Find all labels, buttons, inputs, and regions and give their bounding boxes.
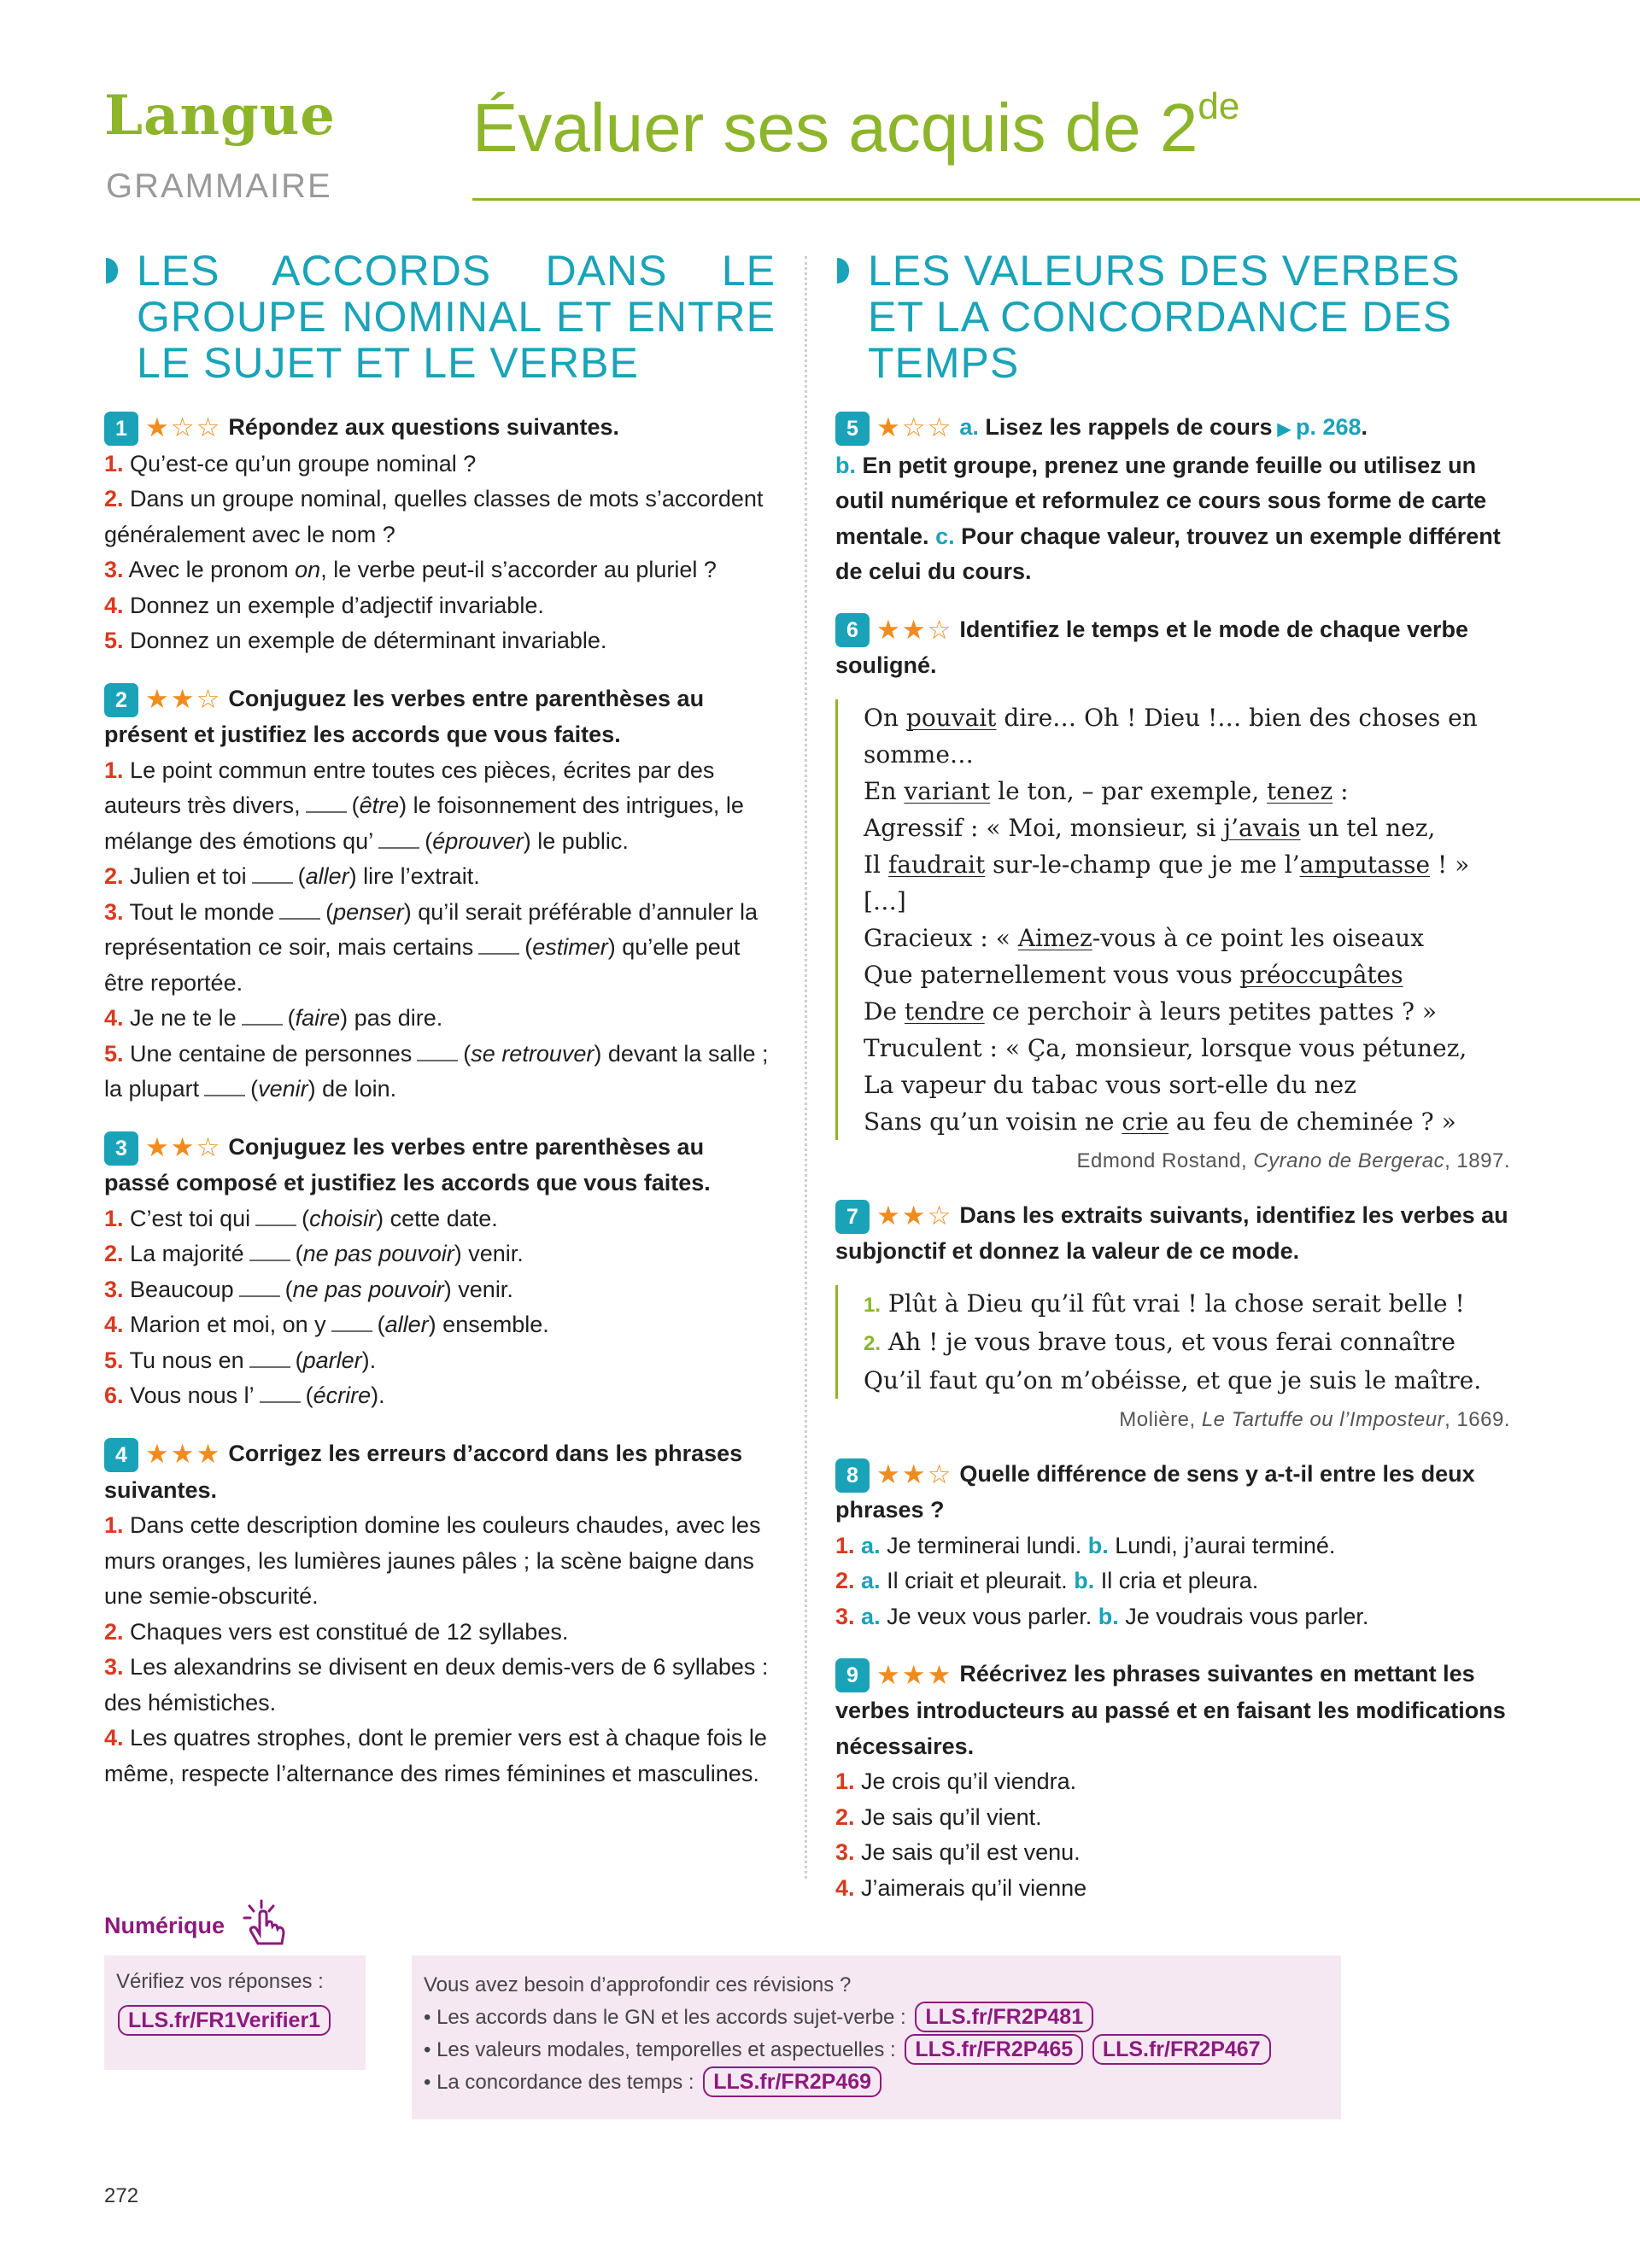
resource-link[interactable]: LLS.fr/FR2P469 xyxy=(703,2066,882,2097)
difficulty-stars-icon: ★☆☆ xyxy=(876,412,953,444)
right-column xyxy=(835,248,1510,1928)
exercise-number: 8 xyxy=(835,1458,870,1493)
answer-blank xyxy=(239,1277,280,1297)
list-item: 2. Dans un groupe nominal, quelles classes de mots s’accordent généralement avec le nom ? xyxy=(104,486,764,547)
answer-blank xyxy=(249,1241,290,1261)
difficulty-stars-icon: ★★☆ xyxy=(876,1200,953,1231)
list-item: 5. Une centaine de personnes (se retrouver) devant la salle ; la plupart (venir) de loin. xyxy=(104,1040,769,1102)
section-heading-valeurs: LES VALEURS DES VERBES ET LA CONCORDANCE DES TEMPS xyxy=(835,248,1510,386)
left-column xyxy=(104,248,776,1814)
answer-blank xyxy=(478,934,519,955)
answer-blank xyxy=(279,899,320,920)
resource-link[interactable]: LLS.fr/FR2P481 xyxy=(915,2002,1093,2032)
section-title: Langue xyxy=(104,84,336,148)
pointing-hand-icon xyxy=(239,1897,294,1952)
list-item: 4. J’aimerais qu’il vienne xyxy=(835,1874,1087,1901)
page-title: Évaluer ses acquis de 2de xyxy=(472,85,1240,166)
section-marker-icon xyxy=(837,258,849,284)
exercise-instruction: Dans les extraits suivants, identifiez les verbes au subjonctif et donnez la valeur de ce mode. xyxy=(835,1201,1508,1265)
exercise-instruction: Conjuguez les verbes entre parenthèses au passé composé et justifiez les accords que vous faites. xyxy=(104,1133,711,1196)
poem-excerpt: 1. Plût à Dieu qu’il fût vrai ! la chose serait belle ! 2. Ah ! je vous brave tous, et vous ferai connaître Qu’il faut qu’on m’obéisse, et que je suis le maître. xyxy=(835,1285,1510,1399)
exercise-number: 1 xyxy=(104,412,138,446)
exercise-number: 3 xyxy=(104,1131,138,1166)
list-item: 5. Donnez un exemple de déterminant invariable. xyxy=(104,628,607,654)
list-item: 3. Avec le pronom on, le verbe peut-il s’accorder au pluriel ? xyxy=(104,557,717,583)
difficulty-stars-icon: ★☆☆ xyxy=(145,412,222,444)
column-divider xyxy=(805,256,807,1879)
list-item: 3. Les alexandrins se divisent en deux demis-vers de 6 syllabes : des hémistiches. xyxy=(104,1654,769,1716)
list-item: 2. La majorité (ne pas pouvoir) venir. xyxy=(104,1241,524,1267)
difficulty-stars-icon: ★★☆ xyxy=(145,683,222,715)
poem-excerpt: On pouvait dire… Oh ! Dieu !… bien des choses en somme… En variant le ton, – par exemple, tenez : Agressif : « Moi, monsieur, si j’avais un tel nez, Il faudrait sur-le-champ que je me l’amputasse ! » […] Gracieux : « Aimez-vous à ce point les oiseaux Que paternellement vous vous préoccupâtes De tendre ce perchoir à leurs petites pattes ? » Truculent : « Ça, monsieur, lorsque vous pétunez, La vapeur du tabac vous sort-elle du nez Sans qu’un voisin ne crie au feu de cheminée ? » xyxy=(835,699,1510,1140)
exercise-8 xyxy=(835,1457,1510,1635)
resource-link[interactable]: LLS.fr/FR2P465 xyxy=(905,2034,1083,2065)
list-item: 1. Qu’est-ce qu’un groupe nominal ? xyxy=(104,450,477,476)
difficulty-stars-icon: ★★☆ xyxy=(876,614,953,646)
exercise-4 xyxy=(104,1436,776,1792)
source-citation: Edmond Rostand, Cyrano de Bergerac, 1897. xyxy=(1076,1149,1510,1172)
exercise-instruction: Conjuguez les verbes entre parenthèses au présent et justifiez les accords que vous faites. xyxy=(104,685,705,748)
exercise-1 xyxy=(104,410,776,659)
exercise-6 xyxy=(835,612,1510,1176)
difficulty-stars-icon: ★★★ xyxy=(145,1439,222,1470)
exercise-instruction: Corrigez les erreurs d’accord dans les phrases suivantes. xyxy=(104,1440,743,1503)
exercise-number: 5 xyxy=(835,412,870,446)
list-item: 4. Les quatres strophes, dont le premier vers est à chaque fois le même, respecte l’alternance des rimes féminines et masculines. xyxy=(104,1725,767,1786)
exercise-number: 6 xyxy=(835,613,870,647)
list-item: 6. Vous nous l’ (écrire). xyxy=(104,1382,385,1409)
header-rule xyxy=(472,198,1640,201)
list-item: 2. Je sais qu’il vient. xyxy=(835,1803,1042,1830)
list-item: 5. Tu nous en (parler). xyxy=(104,1347,377,1373)
exercise-3 xyxy=(104,1130,776,1414)
exercise-number: 7 xyxy=(835,1200,870,1234)
list-item: 2. Chaques vers est constitué de 12 syllabes. xyxy=(104,1618,569,1645)
exercise-number: 4 xyxy=(104,1438,138,1472)
source-citation: Molière, Le Tartuffe ou l’Imposteur, 1669. xyxy=(1119,1407,1510,1431)
exercise-instruction: Répondez aux questions suivantes. xyxy=(228,414,619,440)
list-item: 1. Dans cette description domine les couleurs chaudes, avec les murs oranges, les lumières jaunes pâles ; la scène baigne dans une semie-obscurité. xyxy=(104,1512,761,1609)
page-number: 272 xyxy=(104,2184,139,2207)
answer-blank xyxy=(204,1076,245,1096)
list-item: 3. Je sais qu’il est venu. xyxy=(835,1839,1081,1865)
answer-blank xyxy=(242,1005,283,1026)
exercise-number: 9 xyxy=(835,1658,870,1692)
resource-link[interactable]: LLS.fr/FR2P467 xyxy=(1092,2034,1271,2065)
list-item: 2. Julien et toi (aller) lire l’extrait. xyxy=(104,863,480,890)
exercise-7 xyxy=(835,1198,1510,1435)
list-item: 1. a. Je terminerai lundi. b. Lundi, j’aurai terminé. xyxy=(835,1532,1336,1558)
section-marker-icon xyxy=(106,258,118,284)
exercise-2 xyxy=(104,681,776,1108)
list-item: 4. Donnez un exemple d’adjectif invariable. xyxy=(104,592,544,618)
list-item: 3. Beaucoup (ne pas pouvoir) venir. xyxy=(104,1276,513,1302)
list-item: 1. C’est toi qui (choisir) cette date. xyxy=(104,1205,498,1231)
answer-blank xyxy=(249,1347,290,1368)
answer-blank xyxy=(306,792,347,813)
numerique-label: Numérique xyxy=(104,1913,226,1938)
list-item: 1. Je crois qu’il viendra. xyxy=(835,1768,1077,1794)
list-item: 3. a. Je veux vous parler. b. Je voudrais vous parler. xyxy=(835,1603,1369,1629)
verify-link[interactable]: LLS.fr/FR1Verifier1 xyxy=(118,2005,331,2036)
exercise-instruction: Réécrivez les phrases suivantes en mettant les verbes introducteurs au passé et en faisant les modifications nécessaires. xyxy=(835,1661,1506,1759)
answer-blank xyxy=(260,1382,301,1403)
answer-blank xyxy=(378,828,419,849)
resources-box: Vous avez besoin d’approfondir ces révisions ? • Les accords dans le GN et les accords sujet-verbe : LLS.fr/FR2P481 • Les valeurs modales, temporelles et aspectuelles : LLS.fr/FR2P465 LLS.fr/FR2P467 • La concordance des temps : LLS.fr/FR2P469 xyxy=(412,1955,1341,2119)
exercise-9 xyxy=(835,1657,1510,1906)
list-item: 4. Marion et moi, on y (aller) ensemble. xyxy=(104,1312,549,1338)
difficulty-stars-icon: ★★☆ xyxy=(876,1458,953,1490)
list-item: 2. a. Il criait et pleurait. b. Il cria et pleura. xyxy=(835,1568,1259,1594)
list-item: 1. Le point commun entre toutes ces pièces, écrites par des auteurs très divers, (être) le foisonnement des intrigues, le mélange des émotions qu’ (éprouver) le public. xyxy=(104,757,744,854)
arrow-right-icon: ▶ xyxy=(1277,420,1291,439)
answer-blank xyxy=(252,863,293,884)
page-reference-link[interactable]: p. 268 xyxy=(1295,414,1362,440)
exercise-number: 2 xyxy=(104,683,138,717)
exercise-instruction: Identifiez le temps et le mode de chaque verbe souligné. xyxy=(835,616,1469,679)
list-item: 3. Tout le monde (penser) qu’il serait préférable d’annuler la représentation ce soir, mais certains (estimer) qu’elle peut être reportée. xyxy=(104,898,758,996)
list-item: 4. Je ne te le (faire) pas dire. xyxy=(104,1005,443,1032)
section-heading-accords: LES ACCORDS DANS LE GROUPE NOMINAL ET ENTRE LE SUJET ET LE VERBE xyxy=(104,248,776,386)
difficulty-stars-icon: ★★☆ xyxy=(145,1131,222,1163)
difficulty-stars-icon: ★★★ xyxy=(876,1659,953,1691)
answer-blank xyxy=(417,1041,458,1061)
answer-blank xyxy=(255,1206,296,1226)
verify-box: Vérifiez vos réponses : LLS.fr/FR1Verifier1 xyxy=(104,1955,366,2070)
exercise-5: 5 ★☆☆ a. Lisez les rappels de cours ▶ p. 268. b. En petit groupe, prenez une grande feuille ou utilisez un outil numérique et reformulez ce cours sous forme de carte mentale. c. Pour chaque valeur, trouvez un exemple différent de celui du cours. xyxy=(835,412,1501,584)
exercise-instruction: Quelle différence de sens y a-t-il entre les deux phrases ? xyxy=(835,1460,1475,1523)
section-subtitle: GRAMMAIRE xyxy=(106,167,332,205)
answer-blank xyxy=(331,1312,372,1332)
